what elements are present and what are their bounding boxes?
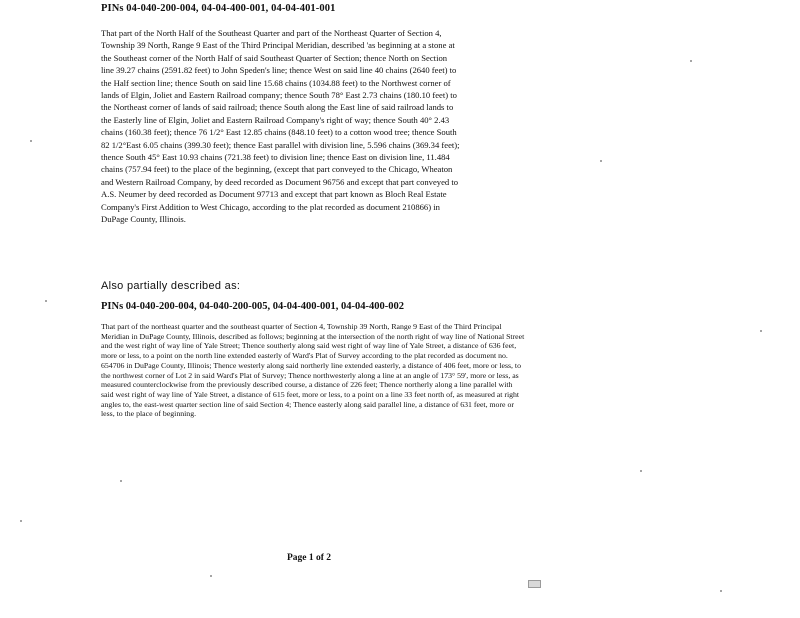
pin-heading-1: PINs 04-040-200-004, 04-04-400-001, 04-04-401-001 <box>101 3 336 14</box>
also-described-heading: Also partially described as: <box>101 280 241 292</box>
scan-speck <box>45 300 47 302</box>
legal-description-1: That part of the North Half of the Southeast Quarter and part of the Northeast Quarter of Section 4, Township 39 North, Range 9 East of the Third Principal Meridian, described 'as beginning at a stone at the Southeast corner of the North Half of said Southeast Quarter of Section; thence North on Section line 39.27 chains (2591.82 feet) to John Speden's line; thence West on said line 40 chains (2640 feet) to the Half section line; thence South on said line 15.68 chains (1034.88 feet) to the Northwest corner of lands of Elgin, Joliet and Eastern Railroad company; thence South 78° East 2.73 chains (180.10 feet) to the Northeast corner of lands of said railroad; thence South along the East line of said railroad lands to the Easterly line of Elgin, Joliet and Eastern Railroad Company's right of way; thence South 40° 2.43 chains (160.38 feet); thence 76 1/2° East 12.85 chains (848.10 feet) to a cotton wood tree; thence South 82 1/2°East 6.05 chains (399.30 feet); thence East parallel with division line, 5.596 chains (369.34 feet); thence South 45° East 10.93 chains (721.38 feet) to division line; thence East on division line, 11.484 chains (757.94 feet) to the place of the beginning, (except that part conveyed to the Chicago, Wheaton and Western Railroad Company, by deed recorded as Document 96756 and except that part conveyed to A.S. Neumer by deed recorded as Document 97713 and except that part known as Bloch Real Estate Company's First Addition to West Chicago, according to the plat recorded as document 210866) in DuPage County, Illinois. <box>101 28 460 225</box>
scan-speck <box>20 520 22 522</box>
scan-speck <box>720 590 722 592</box>
scan-speck <box>690 60 692 62</box>
scan-speck <box>120 480 122 482</box>
pin-heading-2: PINs 04-040-200-004, 04-040-200-005, 04-04-400-001, 04-04-400-002 <box>101 301 405 312</box>
scan-speck <box>30 140 32 142</box>
page-number: Page 1 of 2 <box>287 553 332 563</box>
scan-speck <box>640 470 642 472</box>
scan-stamp-mark <box>528 580 541 588</box>
scan-speck <box>600 160 602 162</box>
legal-description-2: That part of the northeast quarter and the southeast quarter of Section 4, Township 39 North, Range 9 East of the Third Principal Meridian in DuPage County, Illinois, described as follows; beginning at the intersection of the north right of way line of National Street and the west right of way line of Yale Street; Thence southerly along said west right of way line of Yale Street, a distance of 636 feet, more or less, to a point on the north line extended easterly of Ward's Plat of Survey according to the plat recorded as document no. 654706 in DuPage County, Illinois; Thence westerly along said northerly line extended easterly, a distance of 406 feet, more or less, to the northwest corner of Lot 2 in said Ward's Plat of Survey; Thence northwesterly along a line at an angle of 173° 59', more or less, as measured counterclockwise from the previously described course, a distance of 226 feet; Thence northerly along a line parallel with said west right of way line of Yale Street, a distance of 615 feet, more or less, to a point on a line 33 feet north of, as measured at right angles to, the east-west quarter section line of said Section 4; Thence easterly along said parallel line, a distance of 631 feet, more or less, to the place of beginning. <box>101 322 525 419</box>
scan-speck <box>210 575 212 577</box>
scan-speck <box>760 330 762 332</box>
